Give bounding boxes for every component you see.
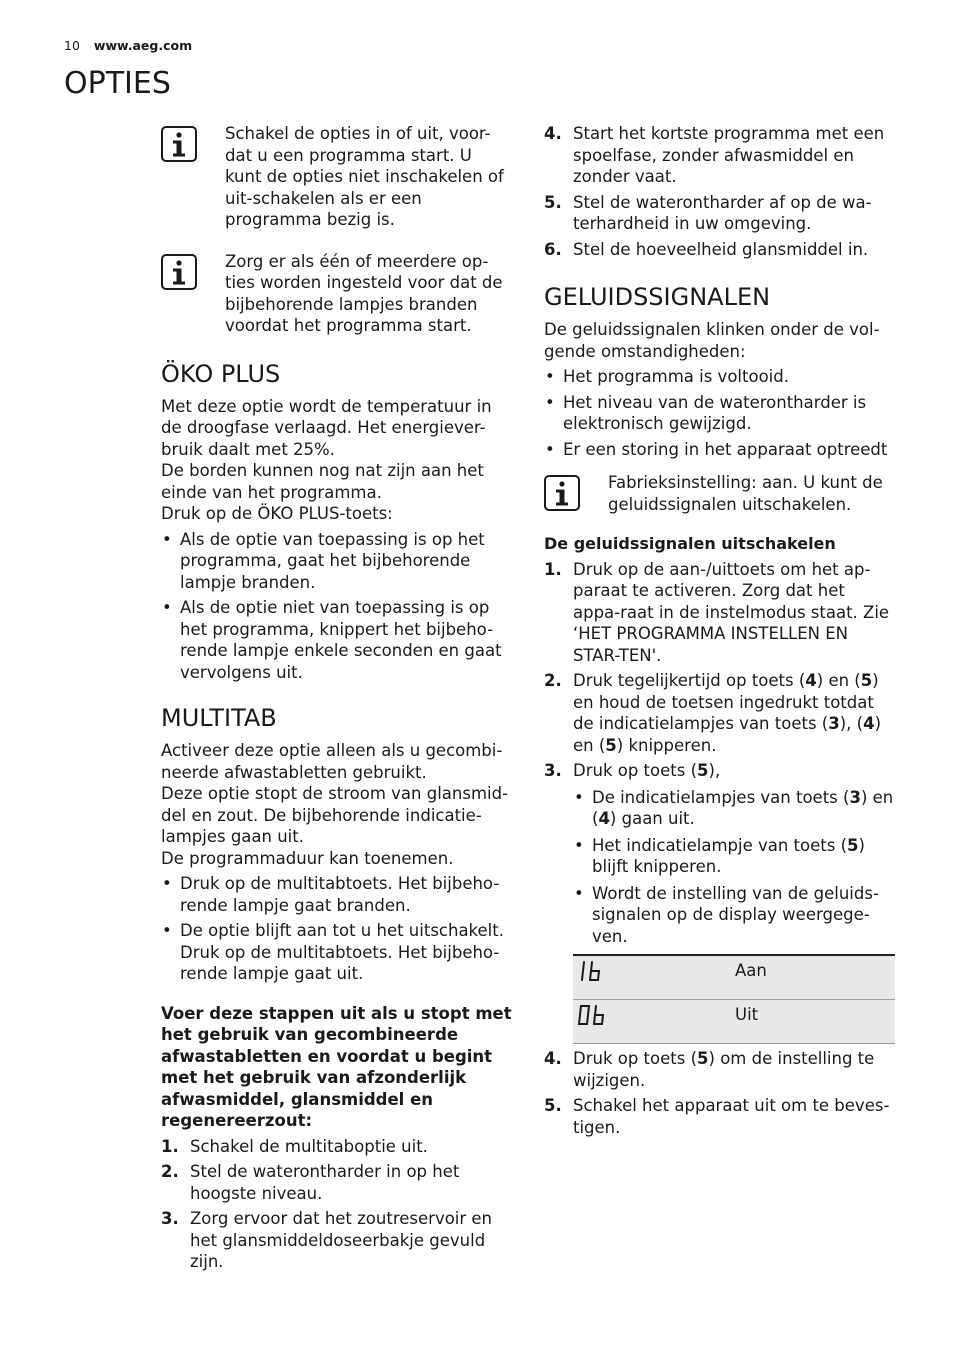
info-text: Schakel de opties in of uit, voor-dat u een programma start. U kunt de opties niet inschakelen of uit-schakelen als er een programma bezig is. <box>225 124 504 229</box>
bold-instruction: Voer deze stappen uit als u stopt met het gebruik van gecombineerde afwastabletten en voordat u begint met het gebruik van afzonderlijk afwasmiddel, glansmiddel en regenereerzout: <box>161 1003 512 1130</box>
paragraph: Druk op de ÖKO PLUS-toets: <box>161 504 393 523</box>
list-item: 5. Stel de waterontharder af op de wa-terhardheid in uw omgeving. <box>544 192 872 233</box>
list-item: • Het programma is voltooid. <box>544 366 896 388</box>
paragraph: De borden kunnen nog nat zijn aan het einde van het programma. <box>161 461 484 502</box>
list-item: 3. Druk op toets (5), • De indicatielampjes van toets (3) en (4) gaan uit. • Het indicatielampje van toets (5) blijft knipperen. • Wordt de instelling van de geluids-signalen op de display weergege-ven. <box>544 760 896 947</box>
section-heading-geluidssignalen: GELUIDSSIGNALEN <box>544 283 771 311</box>
info-note-3 <box>544 472 896 515</box>
list-item: • Het niveau van de waterontharder is elektronisch gewijzigd. <box>544 392 896 435</box>
left-column <box>161 123 513 1273</box>
list-item: • De indicatielampjes van toets (3) en (4) gaan uit. <box>573 787 896 830</box>
info-text: Zorg er als één of meerdere op-ties worden ingesteld voor dat de bijbehorende lampjes branden voordat het programma start. <box>225 251 503 335</box>
page-header <box>64 38 192 53</box>
sub-heading: De geluidssignalen uitschakelen <box>544 534 836 553</box>
paragraph: Met deze optie wordt de temperatuur in de droogfase verlaagd. Het energiever-bruik daalt met 25%. <box>161 396 492 459</box>
seven-segment-1b <box>577 960 607 982</box>
info-note-1 <box>161 123 513 231</box>
section-heading-multitab: MULTITAB <box>161 704 277 732</box>
paragraph: De geluidssignalen klinken onder de vol-gende omstandigheden: <box>544 320 880 361</box>
seven-segment-0b <box>577 1004 611 1026</box>
display-value-cell: Aan <box>735 955 895 1000</box>
info-note-2 <box>161 251 513 337</box>
info-icon <box>161 126 197 162</box>
paragraph: Deze optie stopt de stroom van glansmid-del en zout. De bijbehorende indicatie-lampjes gaan uit. <box>161 784 509 846</box>
right-column <box>544 123 896 1138</box>
bullet-list <box>161 529 513 684</box>
paragraph: Activeer deze optie alleen als u gecombi-neerde afwastabletten gebruikt. <box>161 741 503 782</box>
paragraph: De programmaduur kan toenemen. <box>161 848 454 868</box>
list-item: 2. Stel de waterontharder in op het hoogste niveau. <box>161 1162 460 1203</box>
display-code-cell <box>573 1000 735 1044</box>
step-list <box>544 559 896 948</box>
bullet-list <box>161 873 513 985</box>
info-icon <box>544 475 580 511</box>
section-heading-oko-plus: ÖKO PLUS <box>161 359 281 388</box>
list-item: • Er een storing in het apparaat optreedt <box>544 439 896 461</box>
list-item: • Het indicatielampje van toets (5) blijft knipperen. <box>573 835 896 878</box>
display-value-cell: Uit <box>735 1000 895 1044</box>
list-item: 3. Zorg ervoor dat het zoutreservoir en het glansmiddeldoseerbakje gevuld zijn. <box>161 1209 493 1271</box>
display-code-cell <box>573 955 735 1000</box>
list-item: • De optie blijft aan tot u het uitschakelt. Druk op de multitabtoets. Het bijbeho-rende lampje gaat uit. <box>161 920 513 985</box>
info-text: Fabrieksinstelling: aan. U kunt de geluidssignalen uitschakelen. <box>608 473 883 514</box>
list-item: • Als de optie van toepassing is op het programma, gaat het bijbehorende lampje branden. <box>161 529 513 594</box>
list-item: • Wordt de instelling van de geluids-signalen op de display weergege-ven. <box>573 883 896 948</box>
sub-bullet-list <box>573 787 896 948</box>
list-item: 6. Stel de hoeveelheid glansmiddel in. <box>544 239 869 259</box>
table-row <box>573 955 895 1000</box>
list-item: • Druk op de multitabtoets. Het bijbeho-rende lampje gaat branden. <box>161 873 513 916</box>
website-url[interactable]: www.aeg.com <box>93 38 193 53</box>
list-item: • Als de optie niet van toepassing is op het programma, knippert het bijbeho-rende lampje enkele seconden en gaat vervolgens uit. <box>161 597 513 683</box>
info-icon <box>161 254 197 290</box>
list-item: 4. Druk op toets (5) om de instelling te wijzigen. <box>544 1049 875 1090</box>
step-list <box>544 123 896 260</box>
list-item: 1. Schakel de multitaboptie uit. <box>161 1136 428 1156</box>
step-list <box>544 1048 896 1138</box>
page-number: 10 <box>64 38 80 53</box>
table-row <box>573 1000 895 1044</box>
bullet-list <box>544 366 896 460</box>
step-list <box>161 1136 513 1273</box>
list-item: 1. Druk op de aan-/uittoets om het ap-paraat te activeren. Zorg dat het appa-raat in de instelmodus staat. Zie ‘HET PROGRAMMA INSTELLEN EN STAR-TEN'. <box>544 559 890 665</box>
display-settings-table <box>573 954 895 1044</box>
page-title: OPTIES <box>64 66 171 101</box>
list-item: 4. Start het kortste programma met een spoelfase, zonder afwasmiddel en zonder vaat. <box>544 124 885 186</box>
list-item: 2. Druk tegelijkertijd op toets (4) en (5) en houd de toetsen ingedrukt totdat de indicatielampjes van toets (3), (4) en (5) knipperen. <box>544 671 881 755</box>
list-item: 5. Schakel het apparaat uit om te beves-tigen. <box>544 1096 890 1137</box>
